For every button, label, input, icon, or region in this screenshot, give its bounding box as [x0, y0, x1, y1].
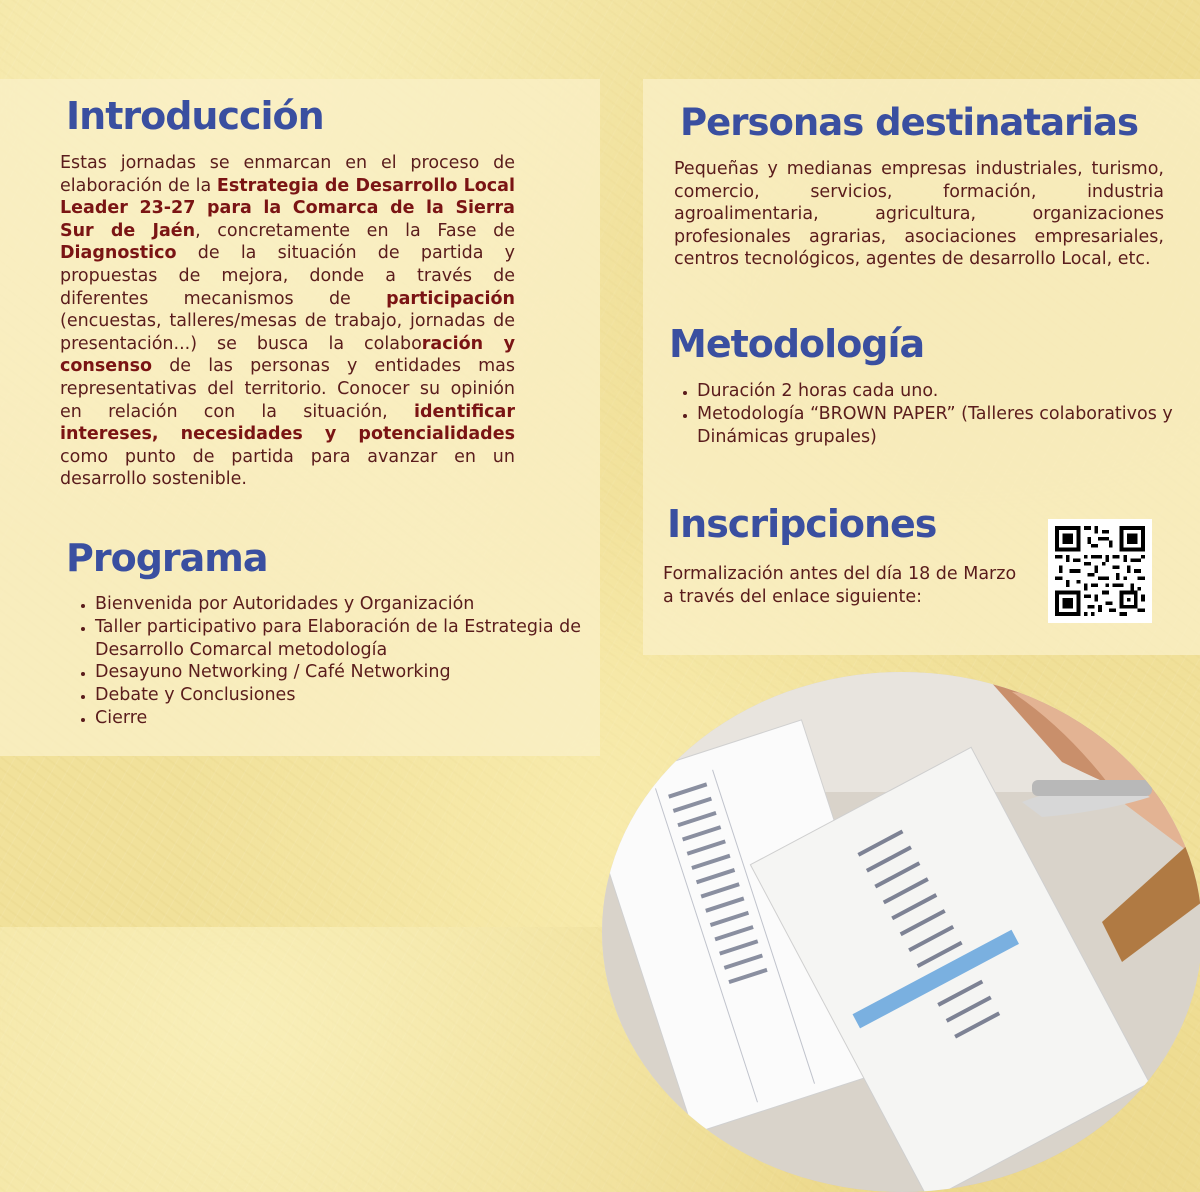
- qr-code[interactable]: [1048, 519, 1152, 623]
- intro-paragraph: Estas jornadas se enmarcan en el proceso de elaboración de la Estrategia de Desarrollo Local Leader 23-27 para la Comarca de la Sierra Sur de Jaén, concretamente en la Fase de Diagnostico de la situación de partida y propuestas de mejora, donde a través de diferentes mecanismos de participación (encuestas, talleres/mesas de trabajo, jornadas de presentación...) se busca la colaboración y consenso de las personas y entidades mas representativas del territorio. Conocer su opinión en relación con la situación, identificar intereses, necesidades y potencialidades como punto de partida para avanzar en un desarrollo sostenible.: [60, 153, 516, 490]
- metodologia-title: Metodología: [669, 322, 925, 366]
- list-item: • Cierre: [95, 707, 595, 730]
- inscripciones-paragraph: Formalización antes del día 18 de Marzo a través del enlace siguiente:: [663, 564, 1017, 607]
- list-item: • Bienvenida por Autoridades y Organización: [95, 593, 595, 616]
- intro-title: Introducción: [66, 94, 324, 138]
- inscripciones-title: Inscripciones: [667, 502, 937, 546]
- list-item: • Debate y Conclusiones: [95, 684, 595, 707]
- list-item: • Taller participativo para Elaboración de la Estrategia de Desarrollo Comarcal metodología: [95, 616, 595, 662]
- programa-list: [75, 593, 595, 730]
- list-item: • Metodología “BROWN PAPER” (Talleres colaborativos y Dinámicas grupales): [697, 403, 1187, 449]
- list-item: • Desayuno Networking / Café Networking: [95, 661, 595, 684]
- documents-photo: [602, 672, 1200, 1192]
- destinatarias-paragraph: Pequeñas y medianas empresas industriales, turismo, comercio, servicios, formación, industria agroalimentaria, agricultura, organizaciones profesionales agrarias, asociaciones empresariales, centros tecnológicos, agentes de desarrollo Local, etc.: [674, 159, 1164, 270]
- destinatarias-title: Personas destinatarias: [680, 101, 1138, 144]
- list-item: • Duración 2 horas cada uno.: [697, 380, 1187, 403]
- programa-title: Programa: [66, 536, 268, 580]
- metodologia-list: [677, 380, 1187, 448]
